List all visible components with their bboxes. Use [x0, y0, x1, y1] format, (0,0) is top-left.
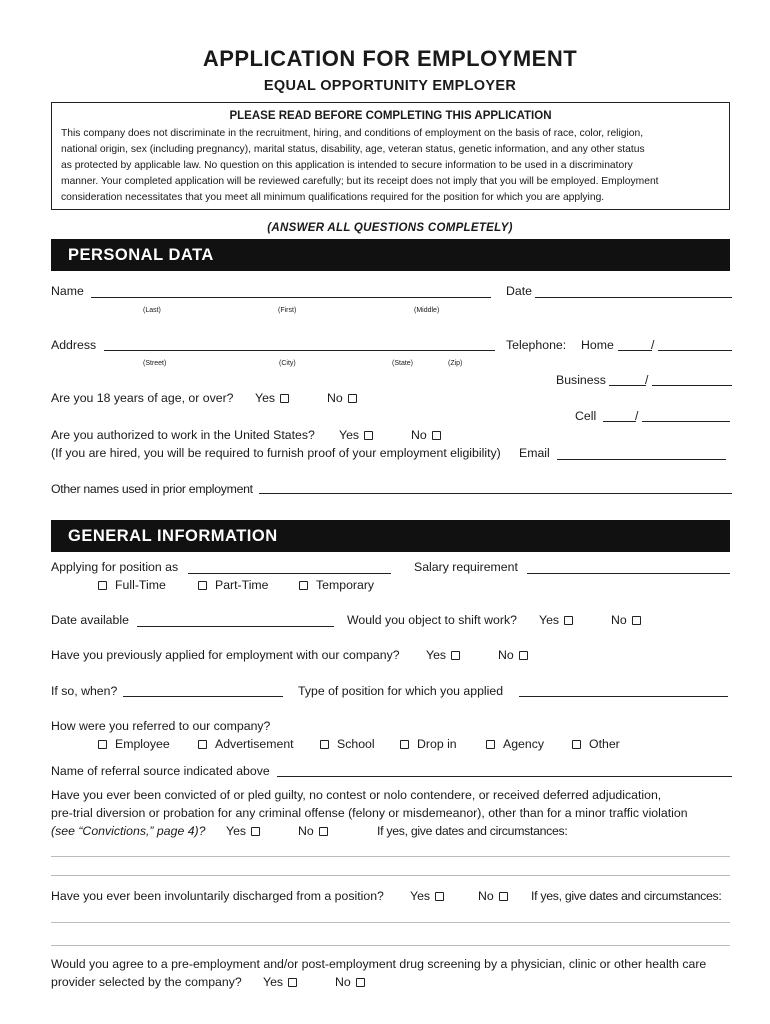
ref-dropin-checkbox[interactable]	[400, 740, 409, 749]
previous-no-option[interactable]	[498, 648, 528, 662]
convictions-reference: (see “Convictions,” page 4)?	[51, 824, 206, 838]
part-time-checkbox[interactable]	[198, 581, 207, 590]
shift-no-label: No	[611, 613, 627, 627]
ref-other-option[interactable]	[572, 737, 620, 751]
ref-employee-label: Employee	[115, 737, 170, 751]
discharged-details-field-2[interactable]	[51, 945, 730, 946]
age-question: Are you 18 years of age, or over?	[51, 391, 234, 405]
previous-yes-option[interactable]	[426, 648, 460, 662]
ref-employee-checkbox[interactable]	[98, 740, 107, 749]
ref-school-label: School	[337, 737, 375, 751]
discharged-no-label: No	[478, 889, 494, 903]
business-phone-label: Business	[556, 373, 606, 387]
previous-yes-checkbox[interactable]	[451, 651, 460, 660]
age-yes-checkbox[interactable]	[280, 394, 289, 403]
name-first-hint: (First)	[278, 307, 297, 314]
position-type-field[interactable]	[519, 696, 728, 697]
discharged-yes-checkbox[interactable]	[435, 892, 444, 901]
when-label: If so, when?	[51, 684, 118, 698]
ref-agency-checkbox[interactable]	[486, 740, 495, 749]
discharged-no-option[interactable]	[478, 889, 508, 903]
ref-dropin-option[interactable]	[400, 737, 457, 751]
convicted-yes-option[interactable]	[226, 824, 260, 838]
notice-body	[61, 126, 723, 206]
convicted-no-option[interactable]	[298, 824, 328, 838]
name-middle-hint: (Middle)	[414, 307, 440, 314]
ref-school-checkbox[interactable]	[320, 740, 329, 749]
ref-advertisement-option[interactable]	[198, 737, 294, 751]
convicted-question-line1: Have you ever been convicted of or pled guilty, no contest or nolo contendere, or received deferred adjudication,	[51, 788, 662, 802]
previous-yes-label: Yes	[426, 648, 447, 662]
authorized-yes-option[interactable]	[339, 428, 373, 442]
ref-agency-label: Agency	[503, 737, 545, 751]
shift-question: Would you object to shift work?	[347, 613, 517, 627]
discharged-details-prompt: If yes, give dates and circumstances:	[531, 889, 722, 903]
notice-box	[51, 102, 730, 210]
when-field[interactable]	[123, 696, 283, 697]
previous-no-checkbox[interactable]	[519, 651, 528, 660]
discharged-details-field-1[interactable]	[51, 922, 730, 923]
business-phone-field[interactable]	[652, 385, 732, 386]
authorized-no-checkbox[interactable]	[432, 431, 441, 440]
authorized-no-option[interactable]	[411, 428, 441, 442]
temporary-checkbox[interactable]	[299, 581, 308, 590]
eligibility-note: (If you are hired, you will be required to furnish proof of your employment eligibility)	[51, 446, 501, 460]
convicted-yes-label: Yes	[226, 824, 247, 838]
ref-advertisement-label: Advertisement	[215, 737, 294, 751]
date-available-label: Date available	[51, 613, 129, 627]
business-area-code-field[interactable]	[609, 385, 646, 386]
authorized-no-label: No	[411, 428, 427, 442]
form-subtitle: EQUAL OPPORTUNITY EMPLOYER	[263, 78, 517, 94]
temporary-label: Temporary	[316, 578, 375, 592]
age-yes-label: Yes	[255, 391, 276, 405]
salary-field[interactable]	[527, 573, 730, 574]
general-information-header: GENERAL INFORMATION	[51, 520, 730, 552]
cell-slash: /	[635, 409, 639, 423]
cell-phone-label: Cell	[575, 409, 597, 423]
telephone-label: Telephone:	[506, 338, 567, 352]
previous-question: Have you previously applied for employment with our company?	[51, 648, 400, 662]
referral-source-field[interactable]	[277, 776, 732, 777]
email-label: Email	[519, 446, 550, 460]
address-zip-hint: (Zip)	[448, 360, 463, 367]
address-street-hint: (Street)	[143, 360, 167, 367]
position-field[interactable]	[188, 573, 391, 574]
address-state-hint: (State)	[392, 360, 414, 367]
drug-no-label: No	[335, 975, 351, 989]
other-names-label: Other names used in prior employment	[51, 482, 253, 496]
notice-line: consideration necessitates that you meet all minimum qualifications required for the position for which you are applying.	[61, 192, 605, 203]
ref-other-label: Other	[589, 737, 620, 751]
age-no-checkbox[interactable]	[348, 394, 357, 403]
authorized-yes-label: Yes	[339, 428, 360, 442]
cell-area-code-field[interactable]	[603, 421, 636, 422]
form-title: APPLICATION FOR EMPLOYMENT	[202, 46, 578, 71]
drug-no-option[interactable]	[335, 975, 365, 989]
convicted-no-checkbox[interactable]	[319, 827, 328, 836]
age-yes-option[interactable]	[255, 391, 289, 405]
discharged-yes-option[interactable]	[410, 889, 444, 903]
convicted-no-label: No	[298, 824, 314, 838]
part-time-label: Part-Time	[215, 578, 269, 592]
ref-dropin-label: Drop in	[417, 737, 457, 751]
convicted-details-field-1[interactable]	[51, 856, 730, 857]
full-time-checkbox[interactable]	[98, 581, 107, 590]
drug-question-line2: provider selected by the company?	[51, 975, 242, 989]
cell-phone-field[interactable]	[642, 421, 730, 422]
authorized-yes-checkbox[interactable]	[364, 431, 373, 440]
drug-yes-option[interactable]	[263, 975, 297, 989]
business-slash: /	[645, 373, 649, 387]
position-type-label: Type of position for which you applied	[298, 684, 504, 698]
ref-school-option[interactable]	[320, 737, 375, 751]
drug-yes-label: Yes	[263, 975, 284, 989]
referral-source-label: Name of referral source indicated above	[51, 764, 270, 778]
discharged-no-checkbox[interactable]	[499, 892, 508, 901]
shift-no-option[interactable]	[611, 613, 641, 627]
home-slash: /	[651, 338, 655, 352]
discharged-yes-label: Yes	[410, 889, 431, 903]
drug-no-checkbox[interactable]	[356, 978, 365, 987]
convicted-yes-checkbox[interactable]	[251, 827, 260, 836]
ref-agency-option[interactable]	[486, 737, 544, 751]
full-time-option[interactable]	[98, 578, 166, 592]
address-label: Address	[51, 338, 97, 352]
date-available-field[interactable]	[137, 626, 334, 627]
instruction-text: (ANSWER ALL QUESTIONS COMPLETELY)	[267, 222, 513, 234]
shift-yes-checkbox[interactable]	[564, 616, 573, 625]
ref-other-checkbox[interactable]	[572, 740, 581, 749]
discharged-question: Have you ever been involuntarily discharged from a position?	[51, 889, 384, 903]
ref-employee-option[interactable]	[98, 737, 170, 751]
notice-heading: PLEASE READ BEFORE COMPLETING THIS APPLICATION	[229, 110, 552, 122]
notice-line: This company does not discriminate in the recruitment, hiring, and conditions of employment on the basis of race, color, religion,	[61, 128, 644, 139]
convicted-details-prompt: If yes, give dates and circumstances:	[377, 824, 568, 838]
date-field[interactable]	[535, 297, 732, 298]
drug-yes-checkbox[interactable]	[288, 978, 297, 987]
shift-no-checkbox[interactable]	[632, 616, 641, 625]
salary-label: Salary requirement	[414, 560, 518, 574]
notice-line: national origin, sex (including pregnancy), marital status, disability, age, veteran status, genetic information, and any other status	[61, 144, 645, 155]
ref-advertisement-checkbox[interactable]	[198, 740, 207, 749]
authorized-question: Are you authorized to work in the United States?	[51, 428, 315, 442]
email-field[interactable]	[557, 459, 726, 460]
address-field[interactable]	[104, 350, 495, 351]
position-label: Applying for position as	[51, 560, 179, 574]
previous-no-label: No	[498, 648, 514, 662]
shift-yes-option[interactable]	[539, 613, 573, 627]
other-names-field[interactable]	[259, 493, 732, 494]
notice-line: manner. Your completed application will be reviewed carefully; but its receipt does not imply that you will be employed. Employment	[61, 176, 659, 187]
name-label: Name	[51, 284, 84, 298]
personal-data-header: PERSONAL DATA	[51, 239, 730, 271]
age-no-label: No	[327, 391, 343, 405]
drug-question-line1: Would you agree to a pre-employment and/or post-employment drug screening by a physician, clinic or other health care	[51, 957, 707, 971]
home-area-code-field[interactable]	[618, 350, 652, 351]
convicted-question-line2: pre-trial diversion or probation for any criminal offense (felony or misdemeanor), other than for a minor traffic violation	[51, 806, 688, 820]
date-label: Date	[506, 284, 532, 298]
notice-line: as protected by applicable law. No question on this application is intended to secure information to be used in a discriminatory	[61, 160, 633, 171]
name-field[interactable]	[91, 297, 491, 298]
home-phone-label: Home	[581, 338, 614, 352]
name-last-hint: (Last)	[143, 307, 161, 314]
home-phone-field[interactable]	[658, 350, 732, 351]
age-no-option[interactable]	[327, 391, 357, 405]
temporary-option[interactable]	[299, 578, 374, 592]
shift-yes-label: Yes	[539, 613, 560, 627]
convicted-details-field-2[interactable]	[51, 875, 730, 876]
part-time-option[interactable]	[198, 578, 269, 592]
address-city-hint: (City)	[279, 360, 296, 367]
full-time-label: Full-Time	[115, 578, 166, 592]
referred-question: How were you referred to our company?	[51, 719, 271, 733]
